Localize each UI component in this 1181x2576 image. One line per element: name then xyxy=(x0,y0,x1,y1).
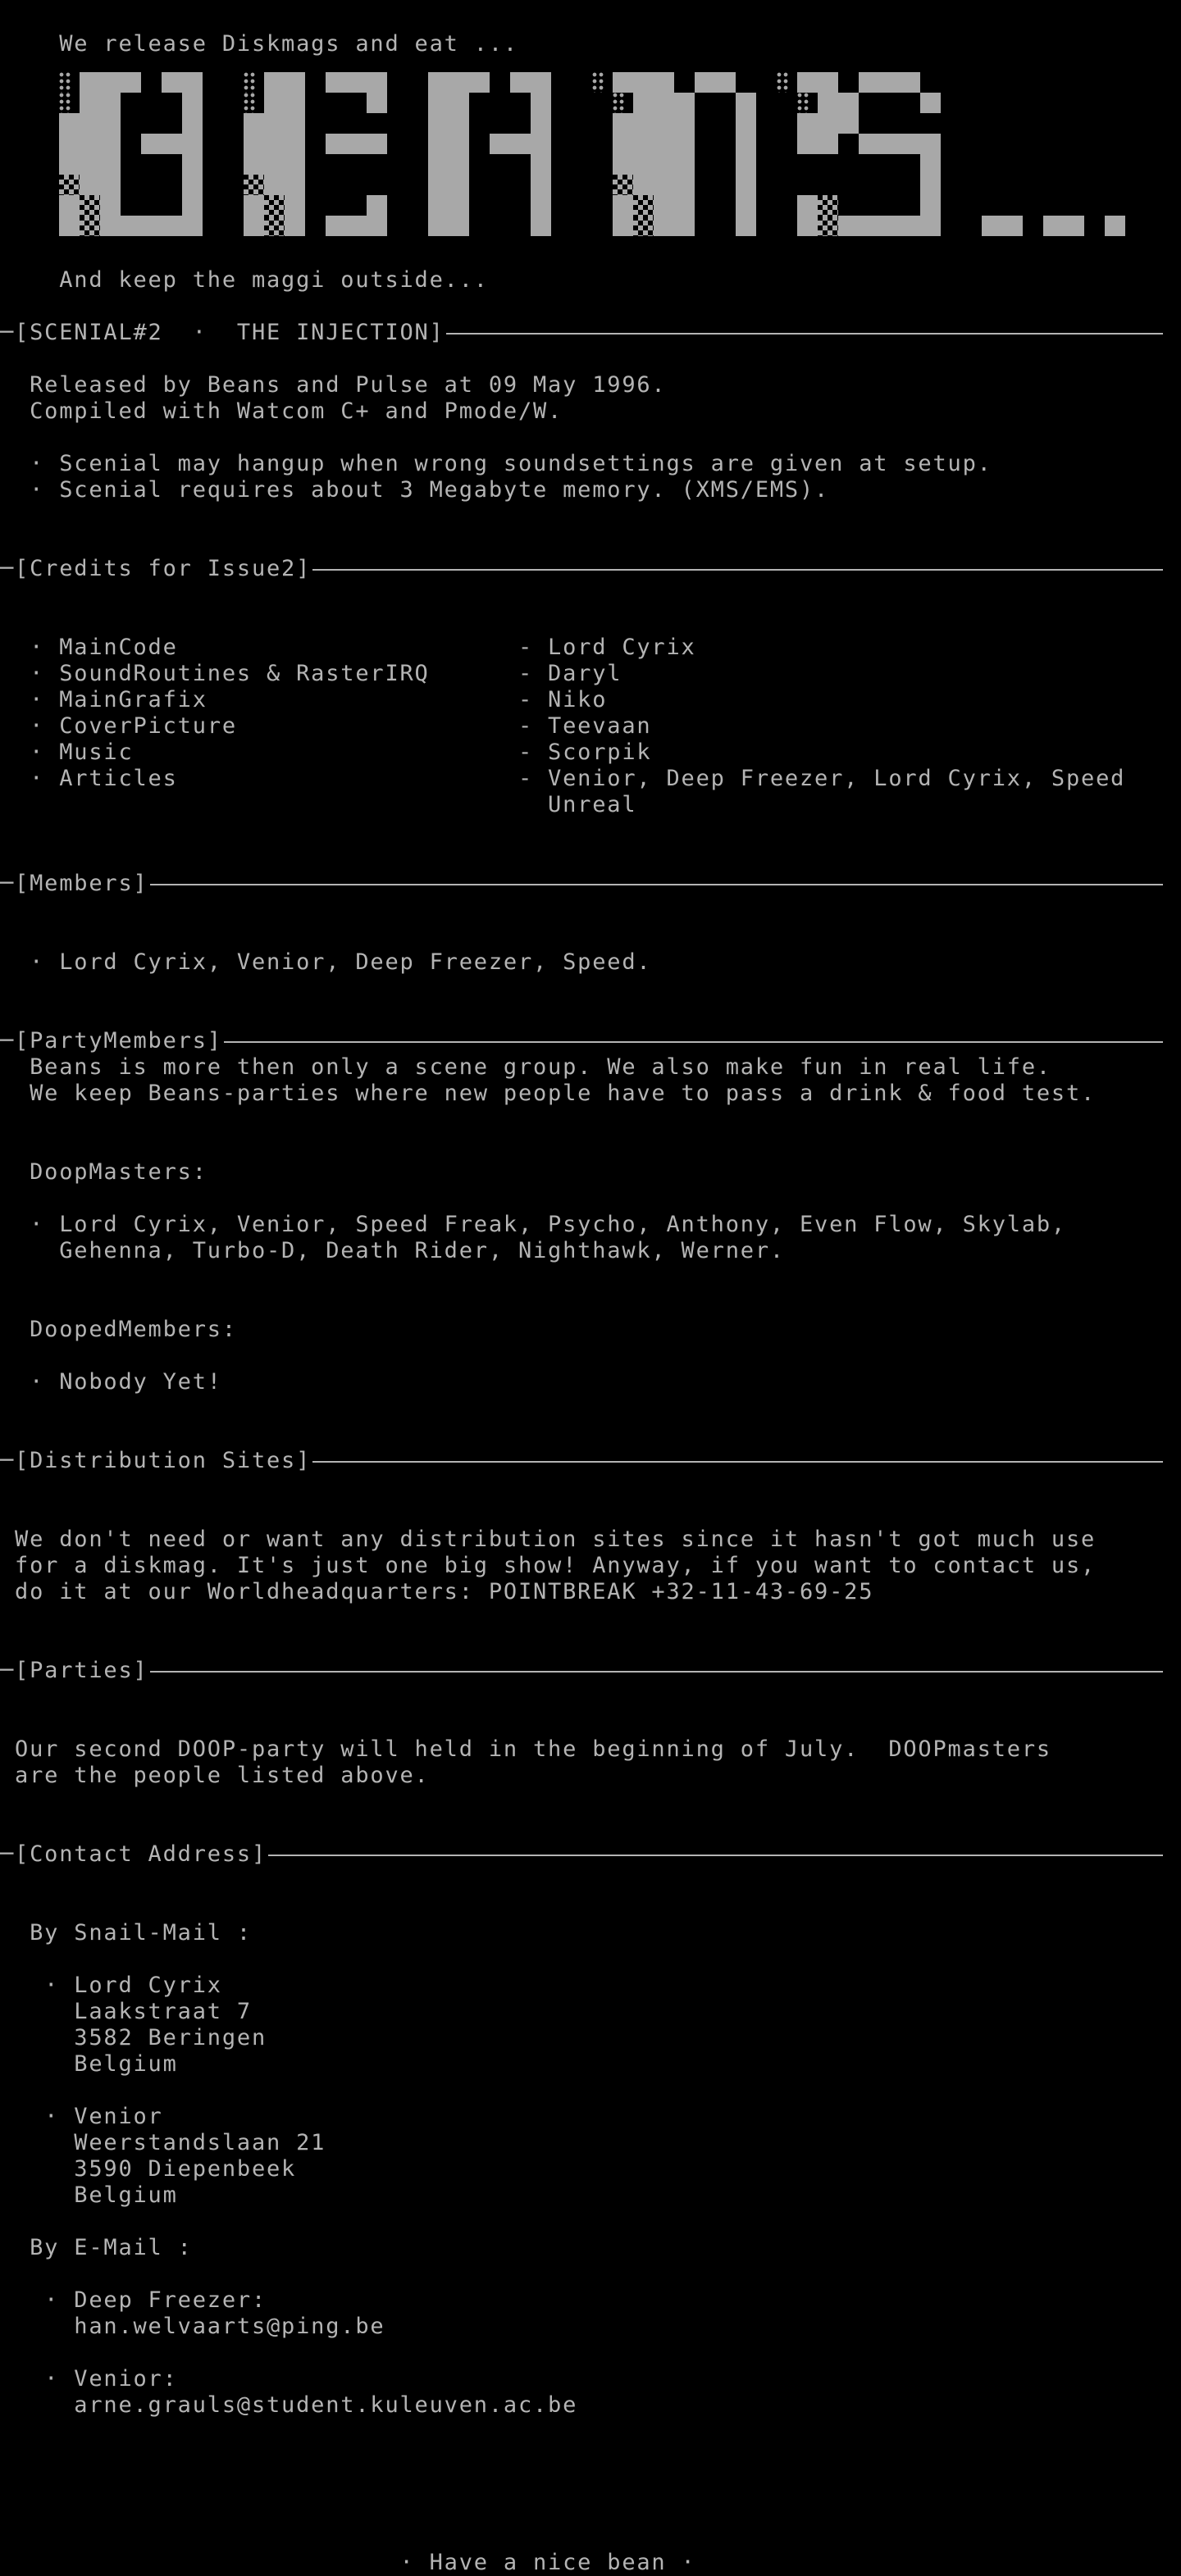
logo-pixel xyxy=(285,195,305,216)
text-line: · Venior: xyxy=(0,2366,178,2392)
text-row xyxy=(0,2156,1181,2182)
logo-pixel xyxy=(818,93,838,113)
logo-pixel xyxy=(59,175,80,195)
logo-pixel xyxy=(797,93,809,113)
logo-pixel xyxy=(736,175,756,195)
section-rule xyxy=(446,333,1163,335)
logo-pixel xyxy=(654,72,674,93)
text-line: han.welvaarts@ping.be xyxy=(0,2314,385,2339)
section-rule xyxy=(312,1461,1163,1463)
text-line: · Lord Cyrix, Venior, Speed Freak, Psycho, Anthony, Even Flow, Skylab, xyxy=(0,1212,1066,1237)
text-row xyxy=(0,949,1181,976)
logo-pixel xyxy=(100,93,121,113)
text-row xyxy=(0,740,1181,766)
logo-pixel xyxy=(244,154,264,175)
logo-pixel xyxy=(59,113,80,134)
logo-pixel xyxy=(428,72,449,93)
logo-pixel xyxy=(285,72,305,93)
logo-pixel xyxy=(244,195,264,216)
logo-pixel xyxy=(633,175,654,195)
logo-pixel xyxy=(613,134,633,154)
logo-pixel xyxy=(879,134,900,154)
text-row xyxy=(0,2392,1181,2419)
text-line: are the people listed above. xyxy=(0,1763,430,1788)
logo-pixel xyxy=(654,175,674,195)
text-line: · Lord Cyrix, Venior, Deep Freezer, Speed. xyxy=(0,949,652,975)
text-row xyxy=(0,2182,1181,2209)
logo-pixel xyxy=(531,154,551,175)
text-row xyxy=(0,1736,1181,1763)
logo-pixel xyxy=(449,175,469,195)
logo-pixel xyxy=(736,93,756,113)
logo-pixel xyxy=(613,195,633,216)
text-line: We keep Beans-parties where new people have to pass a drink & food test. xyxy=(0,1081,1097,1106)
text-row xyxy=(0,2025,1181,2051)
logo-pixel xyxy=(100,154,121,175)
logo-pixel xyxy=(182,113,203,134)
logo-pixel xyxy=(592,72,604,93)
logo-pixel xyxy=(777,72,789,93)
text-line: · Lord Cyrix xyxy=(0,1973,222,1998)
section-header-label: ─[Distribution Sites] xyxy=(0,1448,312,1473)
logo-pixel xyxy=(449,216,469,236)
section-header-label: ─[Contact Address] xyxy=(0,1841,267,1867)
logo-pixel xyxy=(654,195,674,216)
logo-pixel xyxy=(531,175,551,195)
logo-pixel xyxy=(633,195,654,216)
section-header xyxy=(0,1658,1181,1684)
logo-pixel xyxy=(244,216,264,236)
logo-pixel xyxy=(121,216,141,236)
logo-pixel xyxy=(244,93,256,113)
logo-pixel xyxy=(695,72,715,93)
logo-pixel xyxy=(59,134,80,154)
text-line: Our second DOOP-party will held in the beginning of July. DOOPmasters xyxy=(0,1736,1051,1762)
logo-pixel xyxy=(531,195,551,216)
section-rule xyxy=(150,884,1163,885)
logo-pixel xyxy=(633,72,654,93)
logo-pixel xyxy=(100,175,121,195)
text-line: · Have a nice bean · xyxy=(0,2550,696,2575)
logo-pixel xyxy=(162,216,182,236)
logo-pixel xyxy=(100,72,121,93)
logo-pixel xyxy=(510,134,531,154)
text-row xyxy=(0,2130,1181,2156)
section-header xyxy=(0,1841,1181,1868)
logo-pixel xyxy=(736,154,756,175)
section-header-label: ─[PartyMembers] xyxy=(0,1028,222,1054)
logo-pixel xyxy=(264,175,285,195)
beans-logo xyxy=(59,72,1125,236)
logo-pixel xyxy=(654,93,674,113)
text-row xyxy=(0,713,1181,740)
text-line: 3582 Beringen xyxy=(0,2025,267,2050)
logo-pixel xyxy=(182,216,203,236)
logo-pixel xyxy=(182,154,203,175)
text-line: We don't need or want any distribution sites since it hasn't got much use xyxy=(0,1527,1097,1552)
logo-pixel xyxy=(449,113,469,134)
text-row xyxy=(0,1054,1181,1081)
text-line: Beans is more then only a scene group. We also make fun in real life. xyxy=(0,1054,1051,1080)
logo-pixel xyxy=(715,72,736,93)
logo-pixel xyxy=(346,216,367,236)
logo-pixel xyxy=(326,216,346,236)
logo-pixel xyxy=(59,154,80,175)
text-line: arne.grauls@student.kuleuven.ac.be xyxy=(0,2392,578,2418)
text-row xyxy=(0,635,1181,661)
logo-pixel xyxy=(838,113,859,134)
logo-pixel xyxy=(633,93,654,113)
logo-pixel xyxy=(80,113,100,134)
logo-pixel xyxy=(326,72,346,93)
text-line: Laakstraat 7 xyxy=(0,1999,252,2024)
text-line: Compiled with Watcom C+ and Pmode/W. xyxy=(0,398,563,424)
logo-pixel xyxy=(100,195,121,216)
logo-pixel xyxy=(428,175,449,195)
logo-pixel xyxy=(244,175,264,195)
logo-pixel xyxy=(182,72,203,93)
logo-pixel xyxy=(818,113,838,134)
logo-pixel xyxy=(674,175,695,195)
logo-pixel xyxy=(428,93,449,113)
section-rule xyxy=(150,1671,1163,1673)
logo-pixel xyxy=(449,93,469,113)
logo-pixel xyxy=(59,93,71,113)
logo-pixel xyxy=(674,154,695,175)
logo-pixel xyxy=(633,216,654,236)
logo-pixel xyxy=(531,93,551,113)
logo-pixel xyxy=(428,154,449,175)
text-line: Unreal xyxy=(0,792,637,817)
logo-pixel xyxy=(80,93,100,113)
text-line: for a diskmag. It's just one big show! Anyway, if you want to contact us, xyxy=(0,1553,1097,1578)
logo-pixel xyxy=(100,113,121,134)
logo-pixel xyxy=(428,216,449,236)
logo-pixel xyxy=(121,72,141,93)
logo-pixel xyxy=(469,72,490,93)
text-line: DoopMasters: xyxy=(0,1159,207,1185)
logo-pixel xyxy=(59,195,80,216)
logo-pixel xyxy=(80,154,100,175)
logo-pixel xyxy=(367,93,387,113)
logo-pixel xyxy=(264,93,285,113)
logo-pixel xyxy=(141,216,162,236)
text-row xyxy=(0,1212,1181,1238)
text-line: Belgium xyxy=(0,2182,178,2208)
logo-pixel xyxy=(859,134,879,154)
logo-pixel xyxy=(182,195,203,216)
text-row xyxy=(0,267,1181,294)
logo-pixel xyxy=(654,154,674,175)
logo-pixel xyxy=(367,195,387,216)
logo-pixel xyxy=(428,113,449,134)
logo-pixel xyxy=(654,216,674,236)
text-line: · Articles - Venior, Deep Freezer, Lord Cyrix, Speed xyxy=(0,766,1126,791)
logo-pixel xyxy=(633,154,654,175)
logo-pixel xyxy=(674,216,695,236)
text-row xyxy=(0,687,1181,713)
logo-pixel xyxy=(264,154,285,175)
text-line: Released by Beans and Pulse at 09 May 1996. xyxy=(0,372,667,398)
logo-pixel xyxy=(920,216,941,236)
logo-pixel xyxy=(264,195,285,216)
text-row xyxy=(0,31,1181,57)
text-line: · Nobody Yet! xyxy=(0,1369,222,1395)
logo-pixel xyxy=(654,134,674,154)
text-row xyxy=(0,1527,1181,1553)
logo-pixel xyxy=(859,216,879,236)
logo-pixel xyxy=(100,134,121,154)
text-line: · SoundRoutines & RasterIRQ - Daryl xyxy=(0,661,622,686)
logo-pixel xyxy=(797,113,818,134)
text-row xyxy=(0,1920,1181,1946)
text-line: · Music - Scorpik xyxy=(0,740,652,765)
text-row xyxy=(0,2051,1181,2078)
logo-pixel xyxy=(613,72,633,93)
logo-pixel xyxy=(510,72,531,93)
section-header xyxy=(0,320,1181,346)
logo-pixel xyxy=(1043,216,1064,236)
text-row xyxy=(0,372,1181,398)
section-header xyxy=(0,1028,1181,1054)
logo-pixel xyxy=(736,216,756,236)
logo-pixel xyxy=(449,72,469,93)
text-row xyxy=(0,1999,1181,2025)
logo-pixel xyxy=(736,134,756,154)
text-row xyxy=(0,661,1181,687)
text-row xyxy=(0,1553,1181,1579)
logo-pixel xyxy=(264,134,285,154)
logo-pixel xyxy=(285,216,305,236)
text-row xyxy=(0,2314,1181,2340)
logo-pixel xyxy=(920,154,941,175)
logo-pixel xyxy=(244,134,264,154)
text-row xyxy=(0,2287,1181,2314)
logo-pixel xyxy=(531,72,551,93)
text-row xyxy=(0,451,1181,477)
text-line: Weerstandslaan 21 xyxy=(0,2130,326,2155)
logo-pixel xyxy=(818,216,838,236)
logo-pixel xyxy=(285,134,305,154)
text-row xyxy=(0,398,1181,425)
logo-pixel xyxy=(797,195,818,216)
logo-pixel xyxy=(818,72,838,93)
logo-pixel xyxy=(428,134,449,154)
text-line: Belgium xyxy=(0,2051,178,2077)
logo-pixel xyxy=(982,216,1002,236)
logo-pixel xyxy=(613,113,633,134)
logo-pixel xyxy=(838,93,859,113)
logo-pixel xyxy=(80,134,100,154)
logo-pixel xyxy=(141,134,162,154)
logo-pixel xyxy=(59,216,80,236)
logo-pixel xyxy=(326,134,346,154)
text-row xyxy=(0,2550,1181,2576)
logo-pixel xyxy=(367,72,387,93)
text-row xyxy=(0,766,1181,792)
text-line: · Deep Freezer: xyxy=(0,2287,267,2313)
logo-pixel xyxy=(346,134,367,154)
text-row xyxy=(0,2366,1181,2392)
text-line: do it at our Worldheadquarters: POINTBREAK +32-11-43-69-25 xyxy=(0,1579,874,1604)
logo-pixel xyxy=(654,113,674,134)
logo-pixel xyxy=(797,72,818,93)
logo-pixel xyxy=(244,72,256,93)
logo-pixel xyxy=(162,72,182,93)
logo-pixel xyxy=(285,175,305,195)
logo-pixel xyxy=(1064,216,1084,236)
section-header xyxy=(0,1448,1181,1474)
logo-pixel xyxy=(182,175,203,195)
logo-pixel xyxy=(1002,216,1023,236)
logo-pixel xyxy=(80,175,100,195)
logo-pixel xyxy=(449,154,469,175)
logo-pixel xyxy=(285,113,305,134)
logo-pixel xyxy=(264,113,285,134)
logo-pixel xyxy=(80,72,100,93)
logo-pixel xyxy=(613,175,633,195)
logo-pixel xyxy=(797,216,818,236)
logo-pixel xyxy=(920,195,941,216)
logo-pixel xyxy=(285,93,305,113)
logo-pixel xyxy=(367,216,387,236)
logo-pixel xyxy=(797,134,818,154)
logo-pixel xyxy=(1105,216,1125,236)
text-row xyxy=(0,1081,1181,1107)
section-header-label: ─[SCENIAL#2 · THE INJECTION] xyxy=(0,320,445,345)
logo-pixel xyxy=(59,72,71,93)
logo-pixel xyxy=(879,72,900,93)
text-row xyxy=(0,1317,1181,1343)
logo-pixel xyxy=(920,175,941,195)
text-line: · Scenial requires about 3 Megabyte memory. (XMS/EMS). xyxy=(0,477,830,503)
logo-pixel xyxy=(920,134,941,154)
text-line: · CoverPicture - Teevaan xyxy=(0,713,652,739)
text-row xyxy=(0,2104,1181,2130)
logo-pixel xyxy=(900,216,920,236)
logo-pixel xyxy=(244,113,264,134)
logo-pixel xyxy=(900,72,920,93)
text-line: · Venior xyxy=(0,2104,163,2129)
logo-pixel xyxy=(674,93,695,113)
text-row xyxy=(0,1238,1181,1264)
text-line: DoopedMembers: xyxy=(0,1317,237,1342)
logo-pixel xyxy=(674,113,695,134)
logo-pixel xyxy=(920,93,941,113)
section-header xyxy=(0,871,1181,897)
logo-pixel xyxy=(182,134,203,154)
logo-pixel xyxy=(531,216,551,236)
text-row xyxy=(0,1763,1181,1789)
logo-pixel xyxy=(367,134,387,154)
text-line: Gehenna, Turbo-D, Death Rider, Nighthawk, Werner. xyxy=(0,1238,785,1263)
logo-pixel xyxy=(674,195,695,216)
logo-pixel xyxy=(613,154,633,175)
section-header xyxy=(0,556,1181,582)
logo-pixel xyxy=(531,134,551,154)
logo-pixel xyxy=(633,134,654,154)
logo-pixel xyxy=(838,216,859,236)
section-header-label: ─[Credits for Issue2] xyxy=(0,556,312,581)
logo-pixel xyxy=(162,134,182,154)
logo-pixel xyxy=(674,134,695,154)
text-line: By Snail-Mail : xyxy=(0,1920,252,1946)
logo-text xyxy=(0,0,1,1)
logo-pixel xyxy=(285,154,305,175)
logo-pixel xyxy=(613,93,625,113)
logo-pixel xyxy=(613,216,633,236)
section-rule xyxy=(224,1041,1163,1043)
logo-pixel xyxy=(490,134,510,154)
logo-pixel xyxy=(449,134,469,154)
section-rule xyxy=(268,1855,1163,1856)
text-row xyxy=(0,477,1181,503)
text-row xyxy=(0,1369,1181,1395)
text-line: · MainCode - Lord Cyrix xyxy=(0,635,696,660)
logo-pixel xyxy=(531,113,551,134)
logo-pixel xyxy=(80,216,100,236)
text-row xyxy=(0,1973,1181,1999)
logo-pixel xyxy=(264,72,285,93)
section-header-label: ─[Parties] xyxy=(0,1658,148,1683)
text-line: · MainGrafix - Niko xyxy=(0,687,608,712)
logo-pixel xyxy=(346,72,367,93)
logo-pixel xyxy=(736,113,756,134)
logo-pixel xyxy=(428,195,449,216)
logo-pixel xyxy=(264,216,285,236)
section-header-label: ─[Members] xyxy=(0,871,148,896)
text-line: · Scenial may hangup when wrong soundsettings are given at setup. xyxy=(0,451,992,476)
text-row xyxy=(0,1159,1181,1186)
text-line: By E-Mail : xyxy=(0,2235,193,2260)
logo-pixel xyxy=(736,195,756,216)
logo-pixel xyxy=(100,216,121,236)
text-row xyxy=(0,1579,1181,1605)
logo-pixel xyxy=(818,134,838,154)
logo-pixel xyxy=(859,72,879,93)
section-rule xyxy=(312,569,1163,571)
text-line: 3590 Diepenbeek xyxy=(0,2156,297,2182)
logo-pixel xyxy=(182,93,203,113)
text-row xyxy=(0,792,1181,818)
logo-pixel xyxy=(900,134,920,154)
text-line: And keep the maggi outside... xyxy=(0,267,489,293)
logo-pixel xyxy=(633,113,654,134)
logo-pixel xyxy=(80,195,100,216)
logo-pixel xyxy=(879,216,900,236)
logo-pixel xyxy=(449,195,469,216)
text-row xyxy=(0,2235,1181,2261)
text-line: We release Diskmags and eat ... xyxy=(0,31,518,57)
logo-pixel xyxy=(818,195,838,216)
